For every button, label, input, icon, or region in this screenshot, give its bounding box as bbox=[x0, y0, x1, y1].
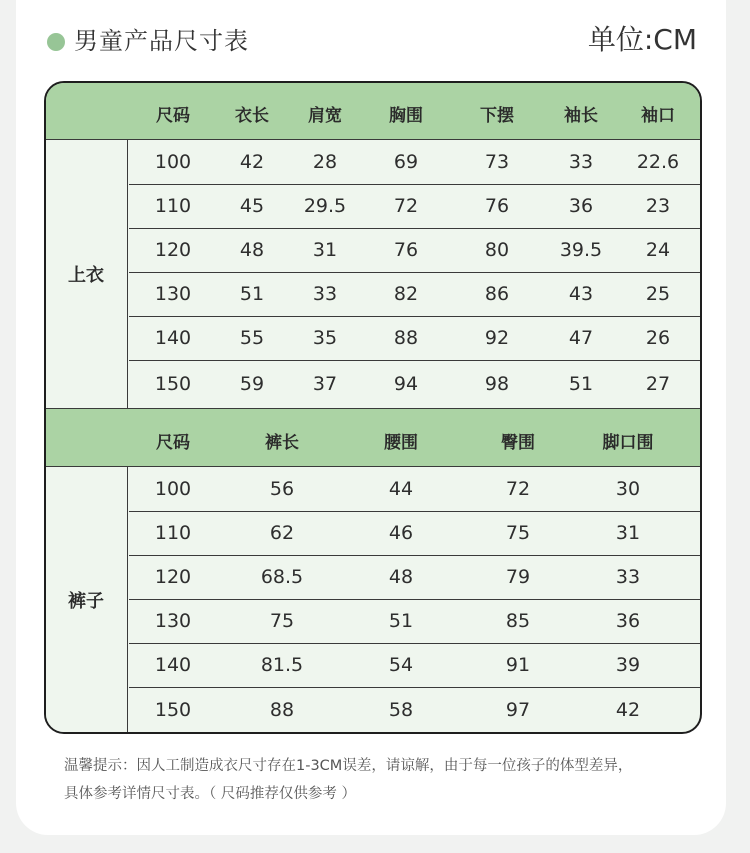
note-line-2: 具体参考详情尺寸表。（ 尺码推荐仅供参考 ） bbox=[64, 786, 356, 802]
pants-cell-4-3: 91 bbox=[505, 654, 531, 676]
tops-group-label bbox=[46, 140, 128, 408]
tops-header-5: 袖长 bbox=[564, 106, 598, 126]
pants-cell-3-0: 130 bbox=[154, 610, 192, 632]
tops-cell-5-0: 150 bbox=[154, 373, 192, 395]
tops-cell-0-1: 42 bbox=[239, 151, 265, 173]
tops-cell-0-0: 100 bbox=[154, 151, 192, 173]
pants-row-140 bbox=[129, 643, 700, 688]
pants-cell-0-0: 100 bbox=[154, 478, 192, 500]
tops-row-130 bbox=[129, 272, 700, 317]
tops-cell-3-5: 43 bbox=[568, 283, 594, 305]
tops-header-1: 衣长 bbox=[235, 106, 269, 126]
tops-header-4: 下摆 bbox=[480, 106, 514, 126]
pants-cell-4-0: 140 bbox=[154, 654, 192, 676]
tops-cell-0-3: 69 bbox=[393, 151, 419, 173]
pants-cell-5-2: 58 bbox=[388, 698, 414, 721]
tops-cell-2-3: 76 bbox=[393, 239, 419, 261]
pants-cell-0-1: 56 bbox=[269, 478, 295, 500]
tops-cell-4-0: 140 bbox=[154, 327, 192, 349]
tops-header-2: 肩宽 bbox=[308, 106, 342, 126]
tops-cell-2-4: 80 bbox=[484, 239, 510, 261]
pants-cell-2-2: 48 bbox=[388, 566, 414, 588]
title-bullet-dot bbox=[47, 33, 65, 51]
size-table bbox=[44, 81, 702, 734]
tops-cell-4-6: 26 bbox=[645, 327, 671, 349]
pants-cell-4-2: 54 bbox=[388, 654, 414, 676]
page-header bbox=[0, 0, 750, 80]
pants-row-130 bbox=[129, 599, 700, 644]
pants-header-2: 腰围 bbox=[384, 433, 418, 453]
tops-cell-0-2: 28 bbox=[312, 151, 338, 173]
tops-cell-3-3: 82 bbox=[393, 283, 419, 305]
pants-cell-0-4: 30 bbox=[615, 478, 641, 500]
tops-header-0: 尺码 bbox=[156, 106, 190, 126]
tops-cell-2-5: 39.5 bbox=[559, 239, 603, 261]
tops-cell-1-6: 23 bbox=[645, 195, 671, 217]
tops-cell-1-0: 110 bbox=[154, 195, 192, 217]
pants-cell-0-3: 72 bbox=[505, 478, 531, 500]
tops-cell-4-3: 88 bbox=[393, 327, 419, 349]
tops-row-100 bbox=[129, 140, 700, 185]
tops-group-label-text: 上衣 bbox=[68, 265, 104, 286]
tops-cell-3-1: 51 bbox=[239, 283, 265, 305]
tops-row-120 bbox=[129, 228, 700, 273]
tops-cell-0-4: 73 bbox=[484, 151, 510, 173]
tops-cell-1-3: 72 bbox=[393, 195, 419, 217]
pants-cell-2-1: 68.5 bbox=[260, 566, 304, 588]
unit-label: 单位:CM bbox=[587, 23, 697, 56]
tops-cell-5-2: 37 bbox=[312, 373, 338, 395]
pants-group-label-text: 裤子 bbox=[68, 590, 104, 612]
tops-cell-3-4: 86 bbox=[484, 283, 510, 305]
pants-cell-5-0: 150 bbox=[154, 698, 192, 721]
tops-cell-5-3: 94 bbox=[393, 373, 419, 395]
pants-cell-1-2: 46 bbox=[388, 522, 414, 544]
tops-cell-1-4: 76 bbox=[484, 195, 510, 217]
tops-cell-5-4: 98 bbox=[484, 373, 510, 395]
pants-header-1: 裤长 bbox=[265, 433, 299, 453]
pants-row-120 bbox=[129, 555, 700, 600]
pants-cell-2-4: 33 bbox=[615, 566, 641, 588]
tops-row-150 bbox=[129, 360, 700, 408]
pants-cell-4-1: 81.5 bbox=[260, 654, 304, 676]
page-title: 男童产品尺寸表 bbox=[74, 27, 249, 55]
pants-cell-5-3: 97 bbox=[505, 698, 531, 721]
tops-cell-4-2: 35 bbox=[312, 327, 338, 349]
tops-cell-4-5: 47 bbox=[568, 327, 594, 349]
tops-cell-5-1: 59 bbox=[239, 373, 265, 395]
tops-cell-0-5: 33 bbox=[568, 151, 594, 173]
pants-cell-0-2: 44 bbox=[388, 478, 414, 500]
tops-cell-5-6: 27 bbox=[645, 373, 671, 395]
tops-cell-3-6: 25 bbox=[645, 283, 671, 305]
tops-cell-3-0: 130 bbox=[154, 283, 192, 305]
pants-cell-4-4: 39 bbox=[615, 654, 641, 676]
note-line-1: 温馨提示：因人工制造成衣尺寸存在1-3CM误差，请谅解，由于每一位孩子的体型差异， bbox=[64, 758, 633, 774]
pants-header-3: 臀围 bbox=[501, 433, 535, 453]
pants-header-4: 脚口围 bbox=[602, 433, 654, 453]
pants-cell-3-3: 85 bbox=[505, 610, 531, 632]
pants-cell-1-3: 75 bbox=[505, 522, 531, 544]
tops-cell-1-2: 29.5 bbox=[303, 195, 347, 217]
tops-cell-1-1: 45 bbox=[239, 195, 265, 217]
pants-cell-1-4: 31 bbox=[615, 522, 641, 544]
pants-cell-1-1: 62 bbox=[269, 522, 295, 544]
pants-row-110 bbox=[129, 511, 700, 556]
tops-cell-4-1: 55 bbox=[239, 327, 265, 349]
tops-row-110 bbox=[129, 184, 700, 229]
pants-cell-5-1: 88 bbox=[269, 698, 295, 721]
pants-section bbox=[46, 467, 700, 732]
tops-cell-1-5: 36 bbox=[568, 195, 594, 217]
pants-cell-3-4: 36 bbox=[615, 610, 641, 632]
pants-cell-2-3: 79 bbox=[505, 566, 531, 588]
tops-cell-4-4: 92 bbox=[484, 327, 510, 349]
tops-cell-2-2: 31 bbox=[312, 239, 338, 261]
tops-row-140 bbox=[129, 316, 700, 361]
pants-row-100 bbox=[129, 467, 700, 512]
tops-section bbox=[46, 140, 700, 408]
pants-header-0: 尺码 bbox=[156, 433, 190, 453]
size-note bbox=[64, 752, 704, 808]
pants-cell-3-2: 51 bbox=[388, 610, 414, 632]
tops-cell-2-1: 48 bbox=[239, 239, 265, 261]
tops-header-6: 袖口 bbox=[641, 106, 675, 126]
tops-header-row bbox=[46, 83, 700, 140]
tops-cell-2-0: 120 bbox=[154, 239, 192, 261]
tops-header-3: 胸围 bbox=[389, 106, 423, 126]
pants-cell-1-0: 110 bbox=[154, 522, 192, 544]
tops-cell-2-6: 24 bbox=[645, 239, 671, 261]
pants-cell-3-1: 75 bbox=[269, 610, 295, 632]
tops-cell-0-6: 22.6 bbox=[636, 151, 680, 173]
pants-cell-5-4: 42 bbox=[615, 698, 641, 721]
pants-row-150 bbox=[129, 687, 700, 732]
tops-cell-5-5: 51 bbox=[568, 373, 594, 395]
pants-header-row bbox=[46, 408, 700, 467]
pants-group-label bbox=[46, 467, 128, 732]
tops-cell-3-2: 33 bbox=[312, 283, 338, 305]
pants-cell-2-0: 120 bbox=[154, 566, 192, 588]
